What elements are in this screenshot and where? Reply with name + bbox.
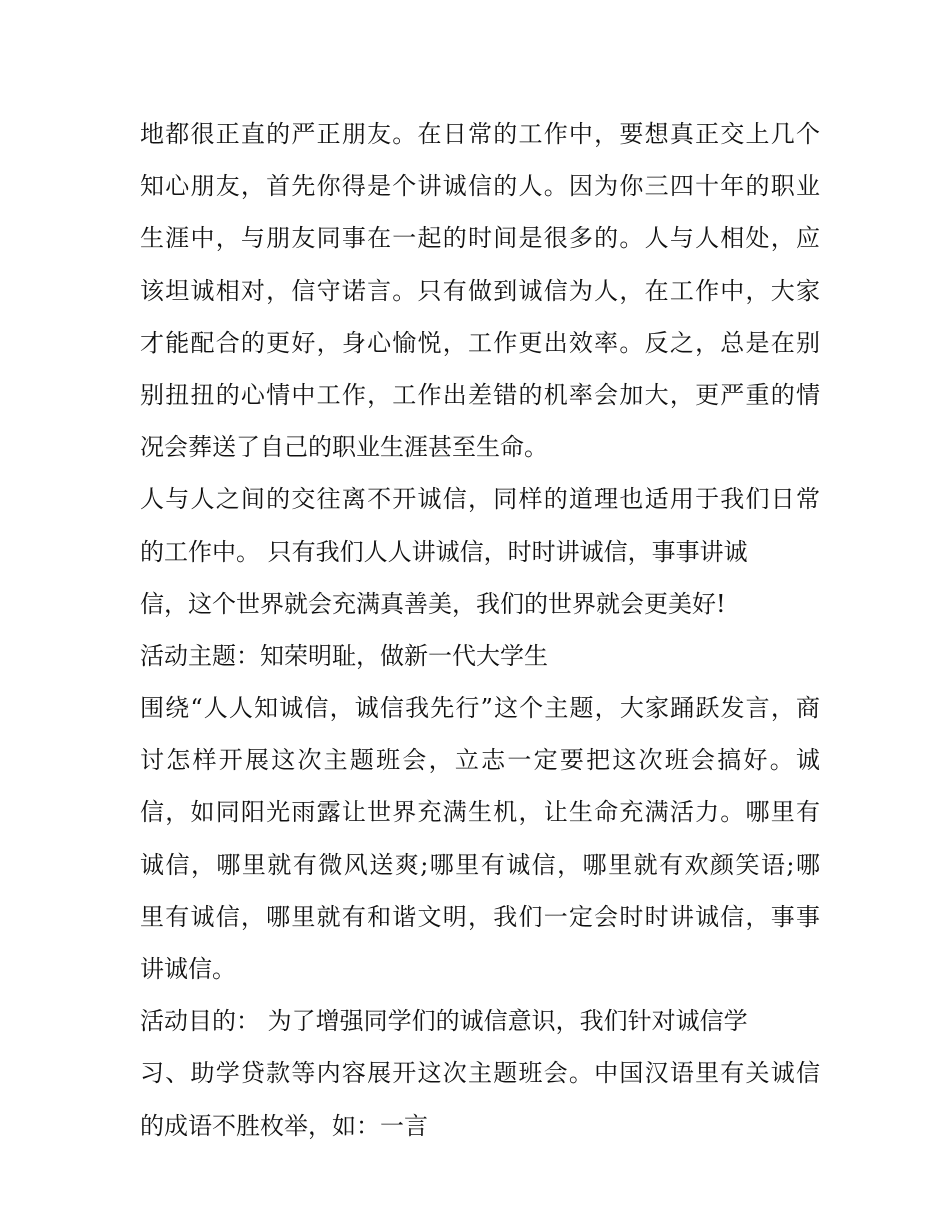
document-body [140,108,820,1152]
text-line: 生涯中，与朋友同事在一起的时间是很多的。人与人相处，应 [140,224,820,253]
text-line: 才能配合的更好，身心愉悦，工作更出效率。反之，总是在别 [140,328,820,357]
section-heading-purpose: 活动目的： 为了增强同学们的诚信意识，我们针对诚信学 [140,1007,748,1036]
text-line: 讲诚信。 [140,955,236,983]
text-line: 信，如同阳光雨露让世界充满生机，让生命充满活力。哪里有 [140,798,820,827]
text-line: 习、助学贷款等内容展开这次主题班会。中国汉语里有关诚信 [140,1059,820,1088]
text-line: 围绕“人人知诚信，诚信我先行”这个主题，大家踊跃发言，商 [140,694,820,723]
text-line: 讨怎样开展这次主题班会，立志一定要把这次班会搞好。诚 [140,746,820,775]
text-line: 诚信，哪里就有微风送爽;哪里有诚信，哪里就有欢颜笑语;哪 [140,850,820,879]
text-line: 的成语不胜枚举，如：一言 [140,1111,428,1140]
text-line: 人与人之间的交往离不开诚信，同样的道理也适用于我们日常 [140,485,820,514]
text-line: 的工作中。 只有我们人人讲诚信，时时讲诚信，事事讲诚 [140,537,748,566]
text-line: 知心朋友，首先你得是个讲诚信的人。因为你三四十年的职业 [140,172,820,201]
text-line: 信，这个世界就会充满真善美，我们的世界就会更美好! [140,589,726,618]
section-heading-theme: 活动主题：知荣明耻，做新一代大学生 [140,641,548,670]
text-line: 地都很正直的严正朋友。在日常的工作中，要想真正交上几个 [140,120,820,148]
text-line: 别扭扭的心情中工作，工作出差错的机率会加大，更严重的情 [140,380,820,409]
text-line: 况会葬送了自己的职业生涯甚至生命。 [140,433,548,462]
text-line: 该坦诚相对，信守诺言。只有做到诚信为人，在工作中，大家 [140,276,820,305]
text-line: 里有诚信，哪里就有和谐文明，我们一定会时时讲诚信，事事 [140,902,820,931]
